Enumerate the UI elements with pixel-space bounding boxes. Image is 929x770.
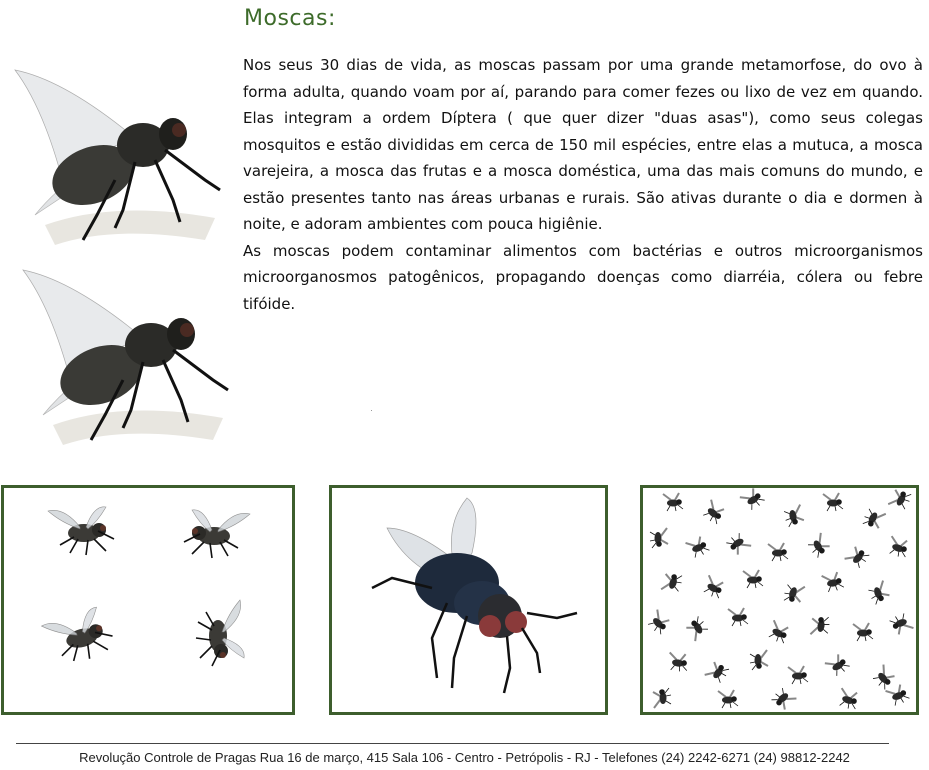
fly-photo-bottom bbox=[13, 250, 243, 450]
paragraph-1: Nos seus 30 dias de vida, as moscas passam por uma grande metamorfose, do ovo à forma adulta, quando voam por aí, parando para comer fezes ou lixo de vez em quando. Elas integram a ordem Díptera ( que quer dizer "duas asas"), como seus colegas mosquitos e estão divididas em cerca de 150 mil espécies, entre elas a mutuca, a mosca varejeira, a mosca das frutas e a mosca doméstica, uma das mais comuns do mundo, e estão presentes tanto nas áreas urbanas e rurais. São ativas durante o dia e dormen à noite, e adoram ambientes com pouca higiênie. bbox=[243, 56, 923, 233]
footer-divider bbox=[16, 743, 889, 744]
photo-fly-swarm bbox=[640, 485, 919, 715]
article-body bbox=[243, 52, 923, 317]
stray-dot bbox=[371, 410, 372, 411]
photo-four-flies bbox=[1, 485, 295, 715]
paragraph-2: As moscas podem contaminar alimentos com bactérias e outros microorganismos microorganosmos patogênicos, propagando doenças como diarréia, cólera ou febre tifóide. bbox=[243, 241, 923, 313]
page-title: Moscas: bbox=[244, 6, 336, 31]
photo-bluebottle-fly bbox=[329, 485, 608, 715]
footer-contact: Revolução Controle de Pragas Rua 16 de março, 415 Sala 106 - Centro - Petrópolis - RJ - Telefones (24) 2242-6271 (24) 98812-2242 bbox=[79, 750, 850, 765]
fly-photo-top bbox=[5, 50, 235, 250]
